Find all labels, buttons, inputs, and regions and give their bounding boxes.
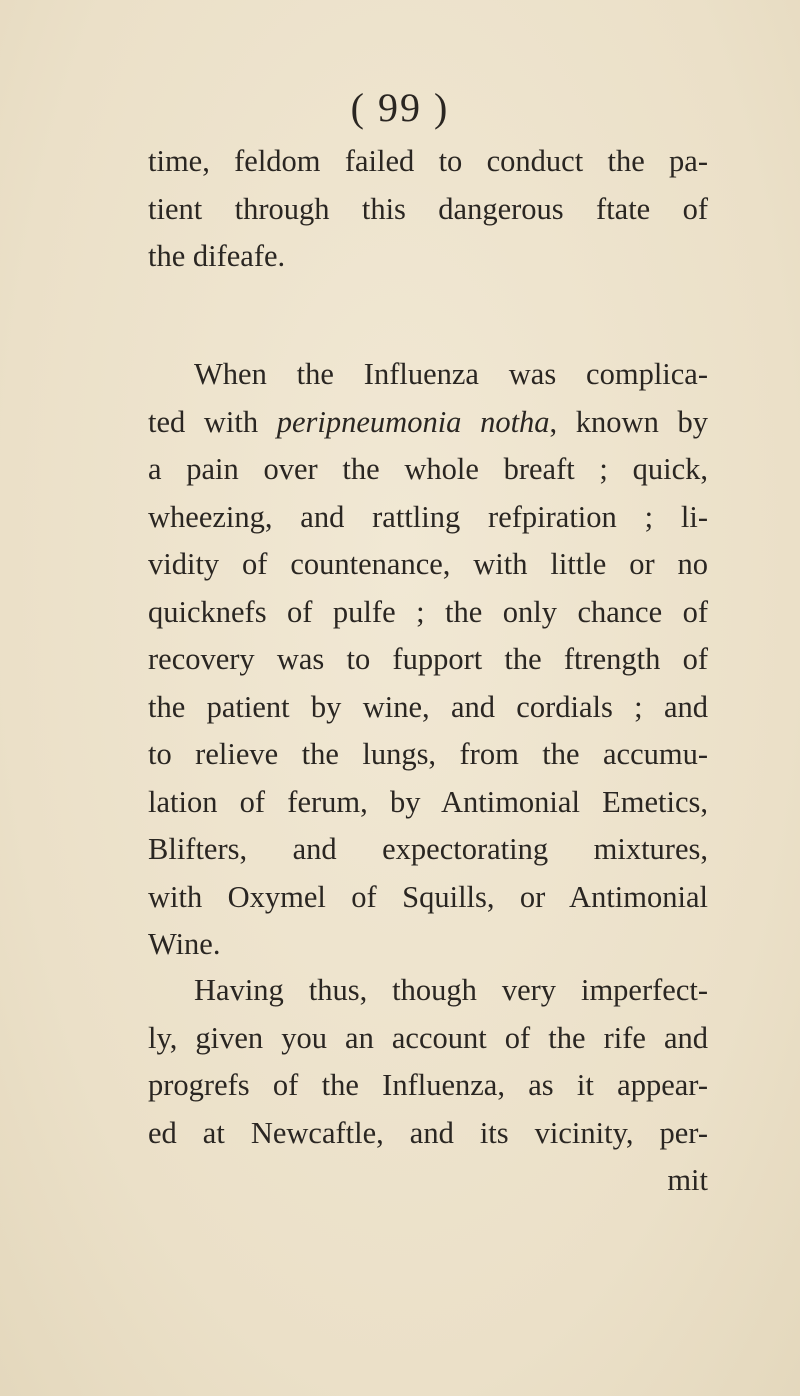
paragraph-1: [148, 138, 708, 281]
text-line: Blifters, and expectorating mixtures,: [148, 832, 708, 866]
text-line: to relieve the lungs, from the accumu-: [148, 737, 708, 771]
text-line: recovery was to fupport the ftrength of: [148, 642, 708, 676]
catchword: mit: [667, 1163, 708, 1197]
text-line: ed at Newcaftle, and its vicinity, per-: [148, 1115, 708, 1150]
text-line: vidity of countenance, with little or no: [148, 547, 708, 581]
paragraph-3: [148, 967, 708, 1205]
text-line: a pain over the whole breaft ; quick,: [148, 452, 708, 486]
text-line: wheezing, and rattling refpiration ; li-: [148, 499, 708, 534]
text-line: quicknefs of pulfe ; the only chance of: [148, 594, 708, 629]
text-line: lation of ferum, by Antimonial Emetics,: [148, 784, 708, 819]
text-line: Wine.: [148, 927, 221, 961]
text-line: the patient by wine, and cordials ; and: [148, 689, 708, 724]
text-line: the difeafe.: [148, 239, 286, 273]
text-line-with-italic: [148, 399, 708, 447]
text-line: with Oxymel of Squills, or Antimonial: [148, 879, 708, 914]
text-segment: ted with: [148, 404, 277, 439]
text-line: progrefs of the Influenza, as it appear-: [148, 1068, 708, 1102]
text-line: time, feldom failed to conduct the pa-: [148, 144, 708, 178]
page-number-header: ( 99 ): [350, 85, 450, 130]
text-segment: , known by: [549, 404, 708, 439]
text-line: tient through this dangerous ftate of: [148, 191, 708, 226]
paragraph-2: [148, 351, 708, 969]
italic-term: peripneumonia notha: [276, 404, 550, 439]
text-line: ly, given you an account of the rife and: [148, 1020, 708, 1055]
text-line: When the Influenza was complica-: [194, 357, 708, 391]
text-line: Having thus, though very imperfect-: [194, 973, 708, 1007]
